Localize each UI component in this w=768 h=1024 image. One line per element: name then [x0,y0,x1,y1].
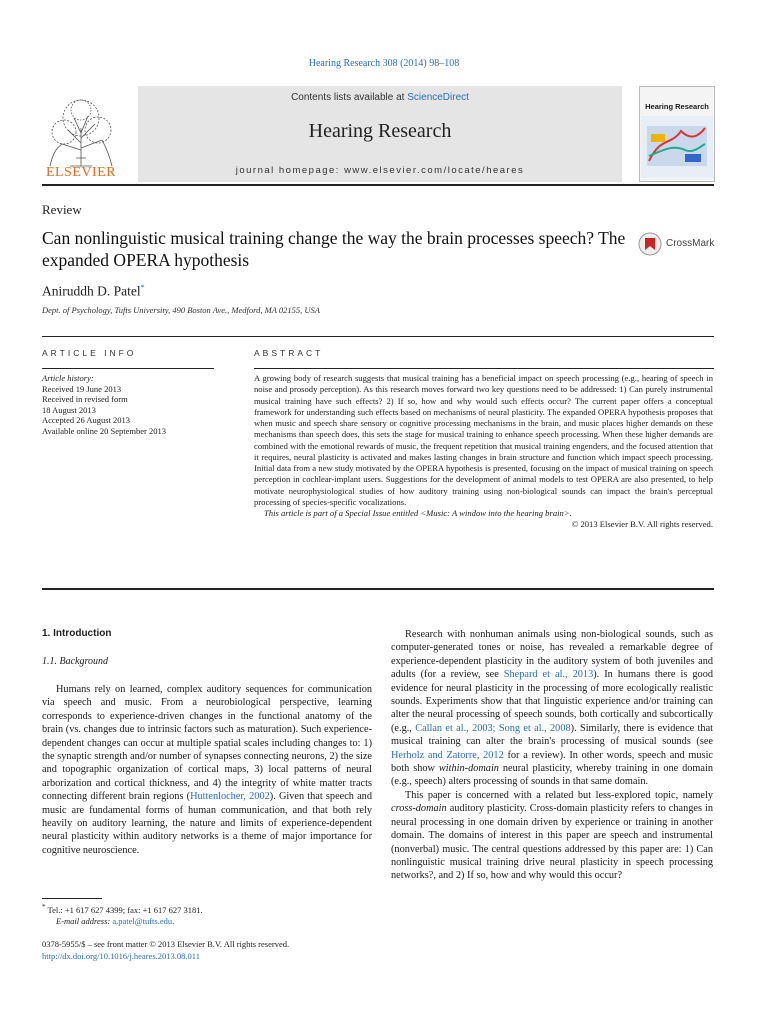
special-issue-note: This article is part of a Special Issue entitled <Music: A window into the hearing brain>. [264,508,572,518]
history-label: Article history: [42,373,94,383]
cover-title: Hearing Research [645,102,709,111]
author-affiliation: Dept. of Psychology, Tufts University, 490 Boston Ave., Medford, MA 02155, USA [42,305,320,315]
sciencedirect-link[interactable]: ScienceDirect [407,92,469,103]
email-period: . [172,915,175,926]
paragraph-text: for a review). In other words, speech and music both show [391,749,713,775]
paragraph [391,628,713,789]
paragraph-text: This paper is concerned with a related but less-explored topic, namely [405,789,713,801]
journal-homepage[interactable]: journal homepage: www.elsevier.com/locate/heares [235,165,525,176]
abstract-heading: ABSTRACT [254,348,324,358]
author-name[interactable]: Aniruddh D. Patel [42,283,141,299]
emphasis: cross-domain [391,803,447,815]
paragraph-text: Research with nonhuman animals using non-biological sounds, such as computer-generated tones or noise, has revealed a remarkable degree of experience-dependent plasticity in the auditory system of both juveniles and adults (for a review, see [391,629,713,681]
citation-link[interactable]: Huttenlocher, 2002 [190,791,270,803]
contents-prefix: Contents lists available at [291,92,408,103]
right-column [391,628,713,883]
title-rule [42,336,714,337]
footnote-rule [42,898,102,899]
journal-citation[interactable]: Hearing Research 308 (2014) 98–108 [308,58,460,69]
paragraph-text: ). Similarly, there is evidence that musical training can alter the brain's processing of musical sounds (see [391,722,713,748]
history-item: 18 August 2013 [42,404,96,415]
history-item: Available online 20 September 2013 [42,425,167,436]
paragraph-text: neural plasticity, whereby training in one domain (e.g., speech) alters processing of sounds in that same domain. [391,763,714,788]
cover-illustration [641,116,713,178]
abstract-text: A growing body of research suggests that musical training has a beneficial impact on speech processing (e.g., hearing of speech in noise and prosody perception). As this research moves forward two key questions need to be addressed: 1) Can purely instrumental musical training have such effects? 2) If so, how and why would such effects occur? The current paper offers a conceptual framework for understanding such effects based on mechanisms of neural plasticity. The expanded OPERA hypothesis proposes that when music and speech share sensory or cognitive processing mechanisms in the brain, and music places higher demands on these mechanisms than speech does, this sets the stage for musical training to enhance speech processing. When these higher demands are combined with the emotional rewards of music, the frequent repetition that musical training engenders, and the focused attention that it requires, neural plasticity is activated and makes lasting changes in brain structure and function which impact speech processing. Initial data from a new study motivated by the OPERA hypothesis is presented, focusing on the impact of musical training on speech perception in cochlear-implant users. Suggestions for the development of animal models to test OPERA are also presented, to help motivate neurophysiological studies of how auditory training using non-biological sounds can impact the brain's perceptual processing of species-specific vocalizations. [254,373,713,507]
author-footnote-mark[interactable]: * [140,283,145,292]
article-type: Review [42,202,82,217]
footnote-mark: * [42,903,46,911]
article-info-heading: ARTICLE INFO [42,348,137,358]
author-footnote [42,902,203,927]
abstract-bottom-rule [42,588,714,590]
abstract-rule [254,368,714,369]
history-item: Received in revised form [42,394,128,405]
history-item: Accepted 26 August 2013 [42,415,131,426]
paragraph-text: ). In humans there is good evidence for neural plasticity in the processing of more ecologically realistic sounds. Experiments show that that linguistic experience and/or training can alter the neural processing of speech sounds, both cortically and subcortically (e.g., [391,669,713,734]
crossmark-label[interactable]: CrossMark [666,238,715,249]
paragraph-text: ). Given that speech and music are fundamental forms of human communication, and that both rely heavily on auditory learning, the nature and limits of experience-dependent neural plasticity within auditory networks is a theme of major importance for cognitive neuroscience. [42,791,372,856]
journal-title: Hearing Research [308,120,452,142]
paragraph-text: auditory plasticity. Cross-domain plasticity refers to changes in neural processing in one domain driven by experience or training in another domain. The domains of interest in this paper are speech and instrumental (nonverbal) music. The central questions addressed by this paper are: 1) Can nonlinguistic musical training drive neural plasticity in speech processing networks?, and 2) If so, how and why would this occur? [391,803,713,882]
contents-line [138,92,622,103]
issn-line: 0378-5955/$ – see front matter © 2013 Elsevier B.V. All rights reserved. [42,939,290,949]
citation-link[interactable]: Callan et al., 2003; Song et al., 2008 [415,722,571,734]
front-matter [42,938,289,962]
left-column [42,683,372,857]
history-item: Received 19 June 2013 [42,383,122,394]
section-heading-introduction: 1. Introduction [42,628,112,639]
paragraph [42,683,372,857]
article-title: Can nonlinguistic musical training change the way the brain processes speech? The expanded OPERA hypothesis [42,228,626,270]
abstract-copyright: © 2013 Elsevier B.V. All rights reserved. [571,519,713,530]
paragraph [391,789,713,883]
article-info-rule [42,368,214,369]
header-rule [42,184,714,186]
crossmark-icon[interactable] [638,232,662,256]
email-link[interactable]: a.patel@tufts.edu [112,915,173,926]
article-history [42,373,214,437]
paragraph-text: Humans rely on learned, complex auditory sequences for communication via speech and music. From a neurobiological perspective, learning corresponds to experience-driven changes in the functional anatomy of the brain (vs. changes due to intrinsic factors such as maturation). Such experience-dependent changes can occur at multiple spatial scales including changes to: 1) the synaptic strength and/or number of synapses connecting neurons, 2) the size and topographic organization of cortical maps, 3) local patterns of neural arborization and cortical thickness, and 4) the integrity of white matter tracts connecting different brain regions ( [42,684,372,803]
citation-link[interactable]: Herholz and Zatorre, 2012 [391,749,504,761]
emphasis: within-domain [438,763,499,775]
email-line [42,916,203,927]
contact-line [42,902,203,916]
elsevier-wordmark: ELSEVIER [45,165,117,180]
contact-phone: Tel.: +1 617 627 4399; fax: +1 617 627 3181. [45,904,203,915]
abstract-body [254,373,713,531]
author-line [42,283,145,300]
doi-link[interactable]: http://dx.doi.org/10.1016/j.heares.2013.08.011 [42,951,200,961]
email-label: E-mail address: [56,915,113,926]
citation-link[interactable]: Shepard et al., 2013 [503,669,594,681]
subsection-heading-background: 1.1. Background [42,656,109,667]
